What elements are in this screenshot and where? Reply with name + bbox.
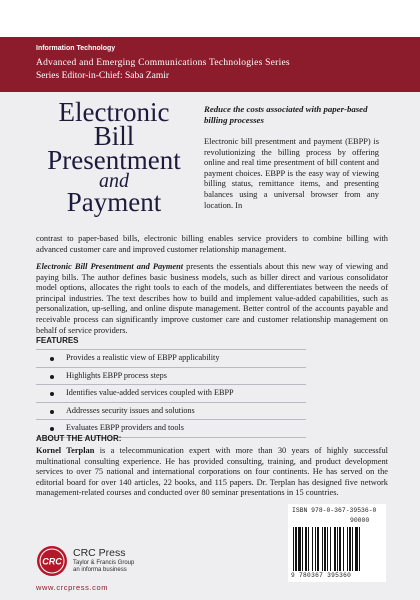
publisher-group-line-1: Taylor & Francis Group xyxy=(73,560,135,566)
barcode-bar xyxy=(315,527,316,571)
barcode-bar xyxy=(355,527,358,571)
series-band xyxy=(0,37,420,92)
title-line-5: Payment xyxy=(66,187,162,217)
barcode-bar xyxy=(327,527,328,571)
barcode-bar xyxy=(334,527,336,571)
isbn-barcode xyxy=(288,504,386,582)
bullet-icon xyxy=(50,410,54,414)
barcode-bar xyxy=(359,527,360,571)
barcode-bar xyxy=(312,527,313,571)
publisher-group-line-2: an informa business xyxy=(73,567,127,573)
barcode-bar xyxy=(293,527,294,571)
author-bio-text: is a telecommunication expert with more than 30 years of highly successful multinational consulting experience. He has provided consulting, training, and product development services to over 75 national and international corporations on four continents. He has served on the editorial board for over 140 articles, 22 books, and 115 papers. Dr. Terplan has designed five network management-related courses and conducted over 80 seminar presentations in 15 countries. xyxy=(36,446,388,498)
author-heading: ABOUT THE AUTHOR: xyxy=(36,434,122,443)
barcode-digits: 9 780367 395360 xyxy=(291,572,352,579)
barcode-bar xyxy=(317,527,319,571)
barcode-bar xyxy=(347,527,348,571)
category-label: Information Technology xyxy=(36,45,116,52)
book-title xyxy=(44,97,184,217)
feature-text: Identifies value-added services coupled with EBPP xyxy=(66,388,234,397)
barcode-bar xyxy=(322,527,323,571)
barcode-bar xyxy=(330,527,331,571)
feature-text: Highlights EBPP process steps xyxy=(66,370,167,380)
barcode-bar xyxy=(349,527,351,571)
author-bio xyxy=(36,446,388,499)
bullet-icon xyxy=(50,357,54,361)
feature-text: Evaluates EBPP providers and tools xyxy=(66,423,184,432)
author-name: Kornel Terplan xyxy=(36,446,95,455)
description-body: presents the essentials about this new way of viewing and paying bills. The author defines basic business models, such as biller direct and various consolidator model options, allocates the right tools to each of the models, and differentiates between the needs of principal industries. The text describes how to build and implement value-added capabilities, such as personalization, up-selling, and online dispute management. Better control of the accounts payable and receivable process can significantly improve customer care and customer relationship management on behalf of service providers. xyxy=(36,262,388,335)
publisher-url: www.crcpress.com xyxy=(36,583,109,592)
description-lead: Electronic Bill Presentment and Payment xyxy=(36,262,184,271)
isbn-text: ISBN 978-0-367-39536-0 xyxy=(292,507,377,514)
barcode-bar xyxy=(324,527,326,571)
barcode-bar xyxy=(343,527,344,571)
series-editor: Series Editor-in-Chief: Saba Zamir xyxy=(36,71,170,81)
feature-item xyxy=(36,384,306,402)
publisher-group xyxy=(73,560,134,574)
publisher-block xyxy=(36,537,186,592)
series-name xyxy=(36,58,396,68)
feature-item xyxy=(36,402,306,420)
feature-text: Addresses security issues and solutions xyxy=(66,405,195,415)
bullet-icon xyxy=(50,392,54,396)
price-code: 90000 xyxy=(350,517,370,524)
crc-logo-icon xyxy=(36,545,68,577)
description-paragraph xyxy=(36,262,388,336)
barcode-bar xyxy=(339,527,341,571)
top-margin xyxy=(0,0,420,37)
title-line-4: and xyxy=(99,170,129,192)
title-line-1: Electronic xyxy=(58,97,170,127)
bullet-icon xyxy=(50,427,54,431)
barcode-bar xyxy=(337,527,338,571)
intro-paragraph-continued: contrast to paper-based bills, electronic billing enables service providers to combine billing with advanced customer care and improved customer relationship management. xyxy=(36,234,388,254)
features-heading: FEATURES xyxy=(36,336,79,345)
feature-item xyxy=(36,349,306,367)
title-line-3: Presentment xyxy=(47,145,181,175)
barcode-bar xyxy=(302,527,303,571)
logo-text: CRC xyxy=(42,556,62,567)
intro-paragraph: Electronic bill presentment and payment (EBPP) is revolutionizing the billing process by offering online and real time presentment of bill content and payment choices. EBPP is the easy way of viewing billing status, remittance items, and presenting balances using a universal browser from any location. In xyxy=(204,137,379,210)
barcode-bar xyxy=(298,527,301,571)
feature-item xyxy=(36,367,306,385)
barcode-bars-icon xyxy=(293,527,383,571)
barcode-bar xyxy=(352,527,353,571)
tagline: Reduce the costs associated with paper-based billing processes xyxy=(204,104,368,125)
series-name-text: Advanced and Emerging Communications Technologies Series xyxy=(36,58,290,68)
feature-text: Provides a realistic view of EBPP applicability xyxy=(66,353,220,362)
bullet-icon xyxy=(50,375,54,379)
barcode-bar xyxy=(305,527,307,571)
barcode-bar xyxy=(308,527,309,571)
title-line-2: Bill xyxy=(93,121,135,151)
features-list xyxy=(36,349,306,438)
barcode-bar xyxy=(295,527,297,571)
publisher-name: CRC Press xyxy=(73,547,126,559)
